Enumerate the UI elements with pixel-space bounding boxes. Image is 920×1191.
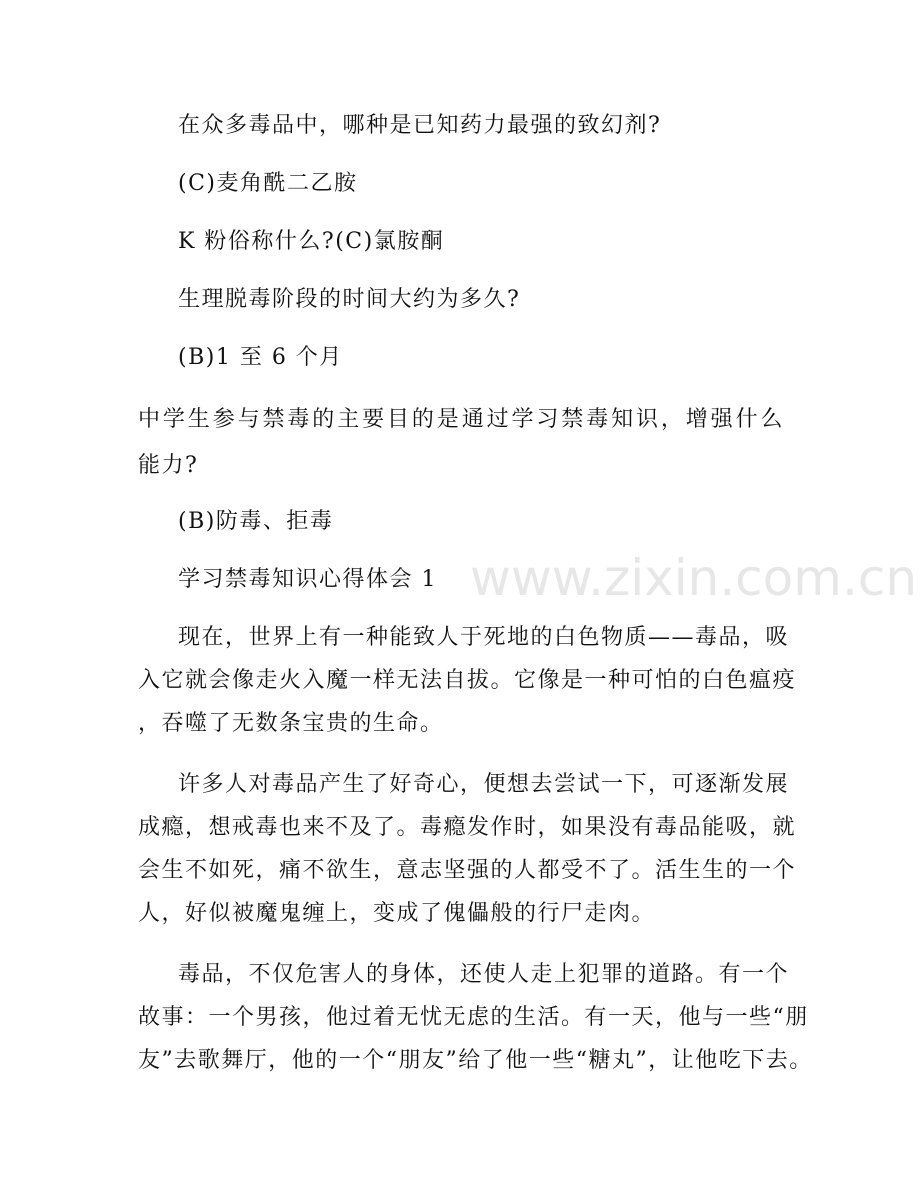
- paragraph-1-line-3: ，吞噬了无数条宝贵的生命。: [138, 711, 444, 736]
- paragraph-2-line-4: 人，好似被魔鬼缠上，变成了傀儡般的行尸走肉。: [138, 901, 656, 926]
- answer-4: (B)防毒、拒毒: [178, 509, 334, 534]
- question-3: 生理脱毒阶段的时间大约为多久?: [178, 287, 521, 312]
- section-heading: 学习禁毒知识心得体会 1: [178, 567, 437, 592]
- answer-3: (B)1 至 6 个月: [178, 345, 343, 370]
- paragraph-1-line-1: 现在，世界上有一种能致人于死地的白色物质——毒品，吸: [178, 625, 790, 650]
- answer-1: (C)麦角酰二乙胺: [178, 171, 358, 196]
- paragraph-2-line-2: 成瘾，想戒毒也来不及了。毒瘾发作时，如果没有毒品能吸，就: [138, 815, 797, 840]
- paragraph-3-line-2: 故事：一个男孩，他过着无忧无虑的生活。有一天，他与一些“朋: [138, 1005, 809, 1030]
- paragraph-3-line-1: 毒品，不仅危害人的身体，还使人走上犯罪的道路。有一个: [178, 962, 790, 987]
- question-1: 在众多毒品中，哪种是已知药力最强的致幻剂?: [178, 113, 662, 138]
- question-4-line-2: 能力?: [138, 453, 199, 478]
- question-4-line-1: 中学生参与禁毒的主要目的是通过学习禁毒知识，增强什么: [138, 407, 784, 432]
- paragraph-3-line-3: 友”去歌舞厅，他的一个“朋友”给了他一些“糖丸”，让他吃下去。: [138, 1048, 813, 1073]
- paragraph-2-line-3: 会生不如死，痛不欲生，意志坚强的人都受不了。活生生的一个: [138, 858, 797, 883]
- paragraph-1-line-2: 入它就会像走火入魔一样无法自拔。它像是一种可怕的白色瘟疫: [138, 668, 797, 693]
- question-2: K 粉俗称什么?(C)氯胺酮: [178, 229, 445, 254]
- paragraph-2-line-1: 许多人对毒品产生了好奇心，便想去尝试一下，可逐渐发展: [178, 772, 790, 797]
- watermark: www.zixin.com.cn: [470, 549, 918, 607]
